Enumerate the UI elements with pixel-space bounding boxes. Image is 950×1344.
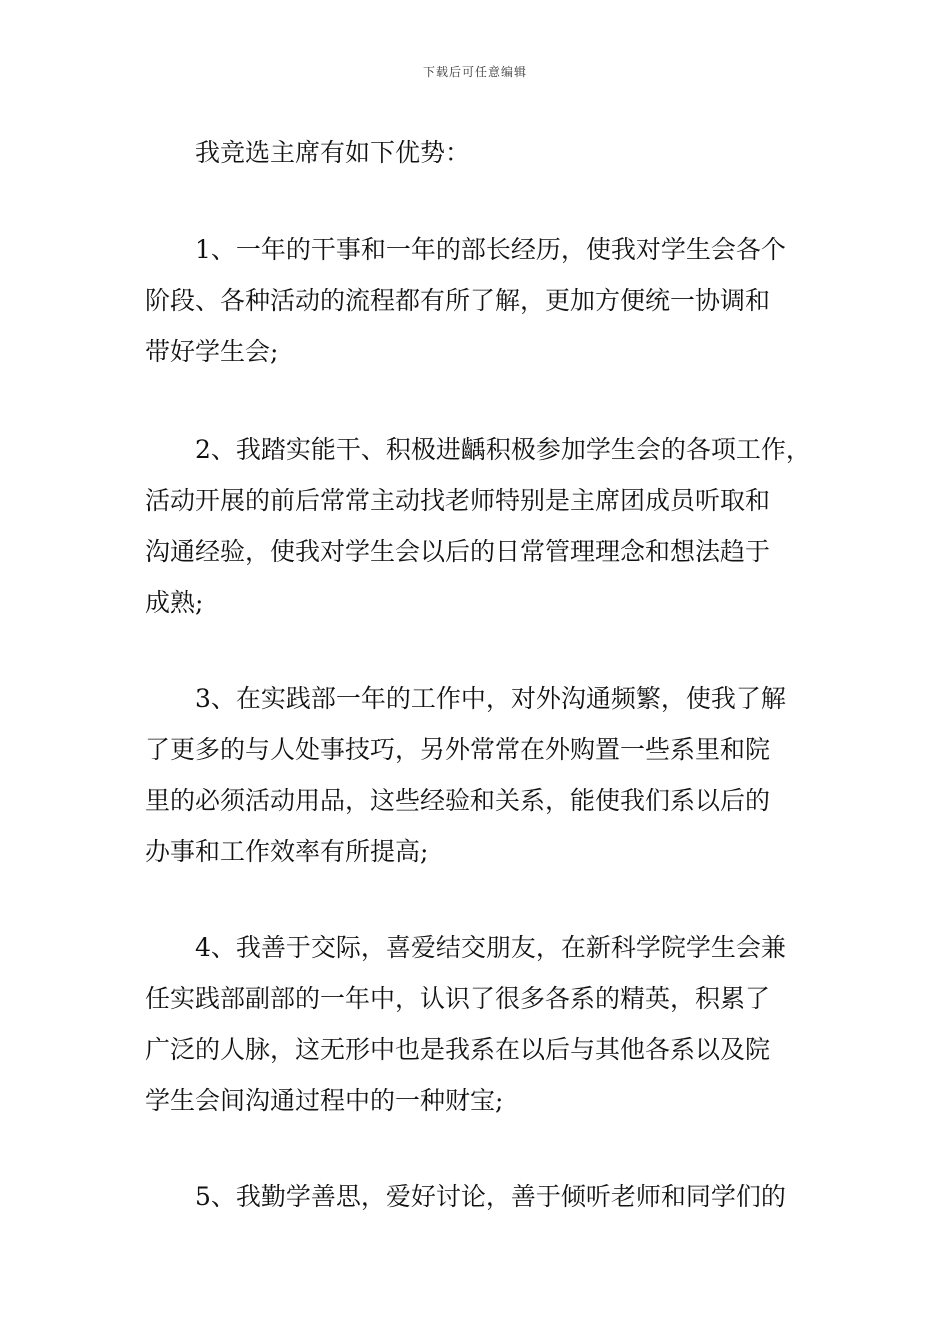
paragraph-line: 活动开展的前后常常主动找老师特别是主席团成员听取和 bbox=[145, 486, 771, 515]
paragraph-line: 带好学生会; bbox=[145, 337, 279, 366]
paragraph-line: 成熟; bbox=[145, 588, 204, 617]
paragraph-2 bbox=[145, 424, 825, 628]
paragraph-line: 4、我善于交际，喜爱结交朋友，在新科学院学生会兼 bbox=[195, 933, 786, 962]
paragraph-4 bbox=[145, 922, 825, 1126]
paragraph-line: 广泛的人脉，这无形中也是我系在以后与其他各系以及院 bbox=[145, 1035, 771, 1064]
paragraph-line: 1、一年的干事和一年的部长经历，使我对学生会各个 bbox=[195, 235, 786, 264]
paragraph-line: 办事和工作效率有所提高; bbox=[145, 837, 429, 866]
header-note: 下载后可任意编辑 bbox=[422, 65, 527, 79]
paragraph-3 bbox=[145, 673, 825, 877]
paragraph-line: 学生会间沟通过程中的一种财宝; bbox=[145, 1086, 504, 1115]
paragraph-line: 3、在实践部一年的工作中，对外沟通频繁，使我了解 bbox=[195, 684, 786, 713]
paragraph-line: 5、我勤学善思，爱好讨论，善于倾听老师和同学们的 bbox=[195, 1182, 786, 1211]
paragraph-line: 2、我踏实能干、积极进齲积极参加学生会的各项工作， bbox=[195, 435, 811, 464]
paragraph-line: 阶段、各种活动的流程都有所了解，更加方便统一协调和 bbox=[145, 286, 771, 315]
paragraph-5 bbox=[145, 1171, 825, 1222]
paragraph-line: 了更多的与人处事技巧，另外常常在外购置一些系里和院 bbox=[145, 735, 771, 764]
intro-line: 我竞选主席有如下优势： bbox=[195, 138, 471, 167]
paragraph-line: 里的必须活动用品，这些经验和关系，能使我们系以后的 bbox=[145, 786, 771, 815]
paragraph-line: 沟通经验，使我对学生会以后的日常管理理念和想法趋于 bbox=[145, 537, 771, 566]
paragraph-line: 任实践部副部的一年中，认识了很多各系的精英，积累了 bbox=[145, 984, 771, 1013]
paragraph-1 bbox=[145, 224, 825, 377]
